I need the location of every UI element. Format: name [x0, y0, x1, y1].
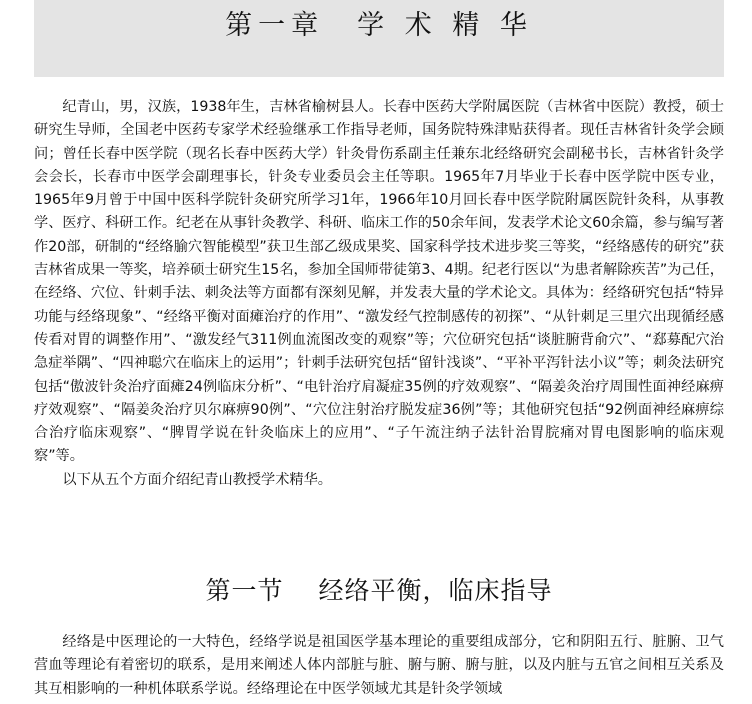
section-paragraph-1: 经络是中医理论的一大特色，经络学说是祖国医学基本理论的重要组成部分，它和阴阳五行、脏腑、卫气营血等理论有着密切的联系，是用来阐述人体内部脏与脏、腑与腑、腑与脏，以及内脏与五官之间相互关系及其互相影响的一种机体联系学说。经络理论在中医学领域尤其是针灸学领域 — [34, 634, 724, 697]
intro-section — [34, 96, 724, 492]
intro-paragraph-2: 以下从五个方面介绍纪青山教授学术精华。 — [62, 471, 332, 488]
chapter-header — [34, 0, 724, 77]
intro-paragraph-1: 纪青山，男，汉族，1938年生，吉林省榆树县人。长春中医药大学附属医院（吉林省中医院）教授，硕士研究生导师，全国老中医药专家学术经验继承工作指导老师，国务院特殊津贴获得者。现任吉林省针灸学会顾问；曾任长春中医学院（现名长春中医药大学）针灸骨伤系副主任兼东北经络研究会副秘书长，吉林省针灸学会会长，长春市中医学会副理事长，针灸专业委员会主任等职。1965年7月毕业于长春中医学院中医专业，1965年9月曾于中国中医科学院针灸研究所学习1年，1966年10月回长春中医学院附属医院针灸科，从事教学、医疗、科研工作。纪老在从事针灸教学、科研、临床工作的50余年间，发表学术论文60余篇，参与编写著作20部，研制的“经络腧穴智能模型”获卫生部乙级成果奖、国家科学技术进步奖三等奖，“经络感传的研究”获吉林省成果一等奖，培养硕士研究生15名，参加全国师带徒第3、4期。纪老行医以“为患者解除疾苦”为己任，在经络、穴位、针刺手法、刺灸法等方面都有深刻见解，并发表大量的学术论文。具体为：经络研究包括“特异功能与经络现象”、“经络平衡对面瘫治疗的作用”、“激发经气控制感传的初探”、“从针刺足三里穴出现循经感传看对胃的调整作用”、“激发经气311例血流图改变的观察”等；穴位研究包括“谈脏腑背俞穴”、“郄募配穴治急症举隅”、“四神聪穴在临床上的运用”；针刺手法研究包括“留针浅谈”、“平补平泻针法小议”等；刺灸法研究包括“傲波针灸治疗面瘫24例临床分析”、“电针治疗肩凝症35例的疗效观察”、“隔姜灸治疗周围性面神经麻痹疗效观察”、“隔姜灸治疗贝尔麻痹90例”、“穴位注射治疗脱发症36例”等；其他研究包括“92例面神经麻痹综合治疗临床观察”、“脾胃学说在针灸临床上的应用”、“子午流注纳子法针治胃脘痛对胃电图影响的临床观察”等。 — [34, 99, 724, 465]
chapter-title: 第一章 学 术 精 华 — [225, 10, 533, 41]
section-title: 第一节 经络平衡，临床指导 — [205, 576, 553, 605]
section-body — [34, 631, 724, 701]
